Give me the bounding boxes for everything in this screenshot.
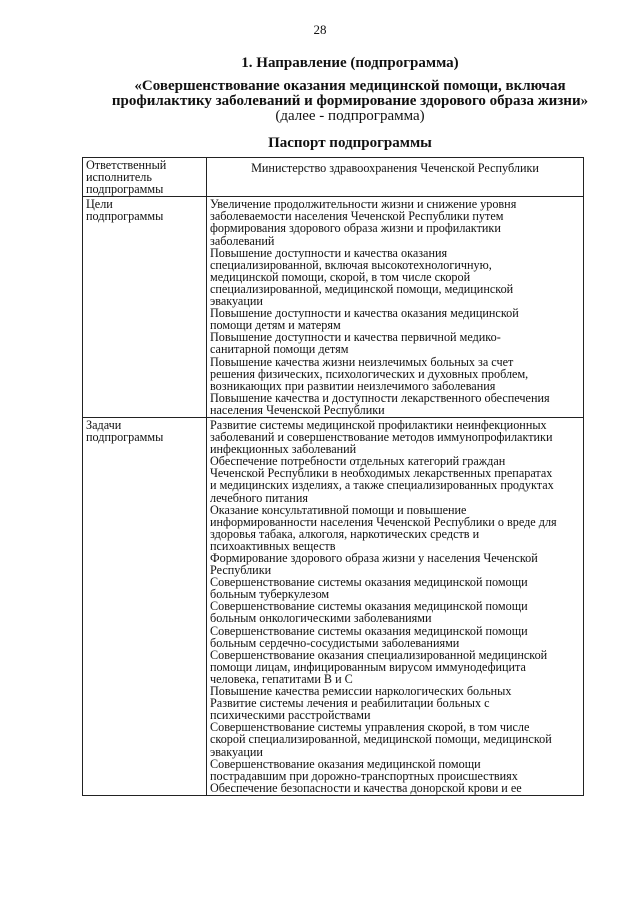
row-content-line: Обеспечение безопасности и качества донорской крови и ее <box>210 780 522 795</box>
row-label-line: подпрограммы <box>86 209 164 224</box>
row-content-line: Совершенствование системы оказания медицинской помощи <box>210 623 528 638</box>
row-content-line: лечебного питания <box>210 490 308 505</box>
row-content-line: здоровья табака, алкоголя, наркотических средств и <box>210 526 480 541</box>
row-content-cell <box>207 158 584 197</box>
subprogram-title-line-2: профилактику заболеваний и формирование здорового образа жизни» <box>111 93 589 109</box>
row-label-line: подпрограммы <box>86 182 164 197</box>
row-content-line: и медицинских изделиях, а также специализированных продуктах <box>210 478 554 493</box>
row-content-line: Формирование здорового образа жизни у населения Чеченской <box>210 551 538 565</box>
row-content-line: Повышение доступности и качества оказания <box>210 245 448 260</box>
row-content-line: человека, гепатитами B и C <box>210 671 353 686</box>
row-content-line: санитарной помощи детям <box>210 342 349 357</box>
row-content-line: Повышение доступности и качества первичной медико- <box>210 330 501 345</box>
row-content-line: больным сердечно-сосудистыми заболеваниями <box>210 635 460 650</box>
row-content-cell <box>207 197 584 418</box>
table-row-subprogram-goals <box>83 197 584 418</box>
row-content-line: Повышение качества жизни неизлечимых больных за счет <box>210 354 514 369</box>
subprogram-note: (далее - подпрограмма) <box>275 108 425 124</box>
row-content-line: Развитие системы медицинской профилактики неинфекционных <box>210 417 547 432</box>
document-heading <box>80 56 620 151</box>
row-content-line: эвакуации <box>210 744 263 759</box>
row-label-line: Ответственный <box>86 158 167 172</box>
passport-table <box>82 157 584 796</box>
row-label-cell <box>83 417 207 795</box>
table-row-subprogram-tasks <box>83 417 584 795</box>
row-content-line: Повышение качества и доступности лекарственного обеспечения <box>210 390 550 405</box>
row-content-line: психическими расстройствами <box>210 708 371 723</box>
row-content-line: пострадавшим при дорожно-транспортных происшествиях <box>210 768 518 783</box>
row-content-line: Оказание консультативной помощи и повышение <box>210 502 467 517</box>
row-content-line: информированности населения Чеченской Республики о вреде для <box>210 514 557 529</box>
passport-title: Паспорт подпрограммы <box>268 135 432 151</box>
row-content-line: специализированной, медицинской помощи, медицинской <box>210 281 514 296</box>
page-number: 28 <box>313 22 327 37</box>
row-content-line: заболеваемости населения Чеченской Республики путем <box>210 209 504 224</box>
row-content-line: возникающих при развитии неизлечимого заболевания <box>210 378 496 393</box>
row-label-cell <box>83 158 207 197</box>
row-content-line: Совершенствование системы оказания медицинской помощи <box>210 575 528 590</box>
subprogram-title-line-1: «Совершенствование оказания медицинской помощи, включая <box>134 78 566 94</box>
row-content-line: Совершенствование оказания медицинской помощи <box>210 756 481 771</box>
section-title: 1. Направление (подпрограмма) <box>241 55 459 71</box>
row-content-line: помощи лицам, инфицированным вирусом иммунодефицита <box>210 659 526 674</box>
row-label-line: Цели <box>86 197 113 212</box>
row-content-line: решения физических, психологических и духовных проблем, <box>210 366 529 381</box>
row-content-cell <box>207 417 584 795</box>
row-content-line: Развитие системы лечения и реабилитации больных с <box>210 696 490 711</box>
row-label-cell <box>83 197 207 418</box>
row-content-line: Совершенствование системы оказания медицинской помощи <box>210 599 528 614</box>
row-content-line: Республики <box>210 563 272 578</box>
row-content-line: Чеченской Республики в необходимых лекарственных препаратах <box>210 466 553 481</box>
row-content-line: психоактивных веществ <box>210 538 336 553</box>
row-content-line: заболеваний <box>210 233 275 248</box>
row-content-line: помощи детям и матерям <box>210 318 341 333</box>
row-content-line: больным туберкулезом <box>210 587 330 602</box>
row-content-line: Обеспечение потребности отдельных категорий граждан <box>210 454 506 469</box>
row-content-line: формирования здорового образа жизни и профилактики <box>210 221 501 236</box>
row-content-line: инфекционных заболеваний <box>210 442 357 457</box>
row-content-line: скорой специализированной, медицинской помощи, медицинской <box>210 732 552 747</box>
row-content-line: Повышение доступности и качества оказания медицинской <box>210 306 519 321</box>
row-content-line: Совершенствование системы управления скорой, в том числе <box>210 720 530 735</box>
row-content-line: эвакуации <box>210 294 263 309</box>
table-row-responsible-executor <box>83 158 584 197</box>
row-content-line: специализированной, включая высокотехнологичную, <box>210 257 492 272</box>
row-label-line: исполнитель <box>86 170 152 185</box>
row-content-line: Совершенствование оказания специализированной медицинской <box>210 647 548 662</box>
row-content-line: населения Чеченской Республики <box>210 402 385 417</box>
row-content-line: медицинской помощи, скорой, в том числе скорой <box>210 269 471 284</box>
row-content-line: Министерство здравоохранения Чеченской Республики <box>251 161 539 175</box>
row-content-line: заболеваний и совершенствование методов иммунопрофилактики <box>210 430 553 445</box>
row-content-line: больным онкологическими заболеваниями <box>210 611 432 626</box>
row-label-line: подпрограммы <box>86 430 164 445</box>
row-label-line: Задачи <box>86 417 122 432</box>
row-content-line: Увеличение продолжительности жизни и снижение уровня <box>210 197 517 212</box>
row-content-line: Повышение качества ремиссии наркологических больных <box>210 684 512 699</box>
